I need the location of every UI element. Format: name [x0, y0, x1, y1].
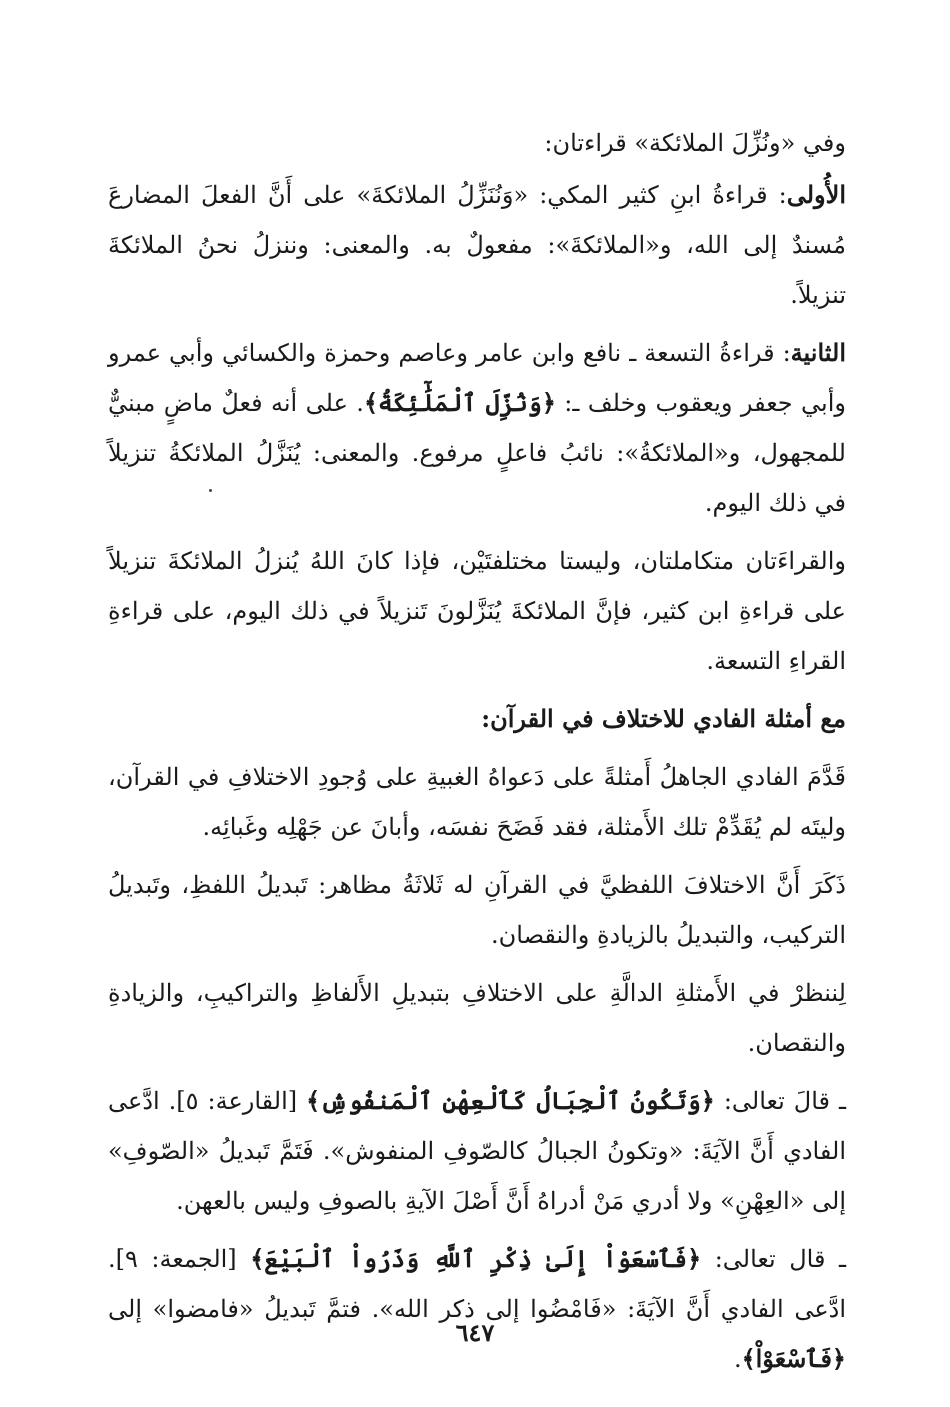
- example-two-quran: ﴿فَٱسْعَوْاْ إِلَىٰ ذِكْرِ ٱللَّهِ وَذَرُواْ ٱلْبَيْعَ﴾: [250, 1244, 702, 1273]
- first-reading-text: : قراءةُ ابنِ كثير المكي: «وَنُنَزِّلُ الملائكةَ» على أَنَّ الفعلَ المضارعَ مُسندٌ إلى الله، و«الملائكةَ»: مفعولٌ به. والمعنى: وننزلُ نحنُ الملائكةَ تنزيلاً.: [108, 181, 846, 309]
- example-two-paragraph: [108, 1234, 846, 1384]
- example-one-paragraph: [108, 1076, 846, 1226]
- page-number: ٦٤٧: [455, 1318, 495, 1347]
- example-one-text-a: ـ قالَ تعالى:: [714, 1087, 846, 1115]
- example-two-text-c: .: [733, 1345, 742, 1373]
- intro-paragraph: وفي «ونُزِّلَ الملائكة» قراءتان:: [544, 129, 846, 157]
- second-reading-paragraph: [108, 328, 846, 528]
- second-reading-text-a: : قراءةُ التسعة ـ نافع وابن عامر وعاصم وحمزة والكسائي وأبي عمرو وأبي جعفر ويعقوب وخلف ـ:: [108, 339, 846, 417]
- ink-speck: [209, 489, 212, 492]
- second-reading-quran: ﴿وَنُزِّلَ ٱلْمَلَٰٓئِكَةُ﴾: [363, 388, 556, 417]
- example-two-quran-short: ﴿فَٱسْعَوْاْ﴾: [741, 1344, 846, 1373]
- section-heading: مع أمثلة الفادي للاختلاف في القرآن:: [481, 704, 846, 733]
- first-reading-lead: الأُولى: [786, 180, 846, 209]
- three-aspects-paragraph: ذَكَرَ أَنَّ الاختلافَ اللفظيَّ في القرآنِ له ثَلاثَةُ مظاهر: تَبديلُ اللفظِ، وتَبديلُ التركيب، والتبديلُ بالزيادةِ والنقصان.: [108, 871, 846, 949]
- example-one-text-b: [القارعة: ٥]. ادَّعى الفادي أَنَّ الآيَةَ: «وتكونُ الجبالُ كالصّوفِ المنفوش». فَتَمَّ تَبديلُ «الصّوفِ» إلى «العِهْنِ» ولا أدري مَنْ أدراهُ أَنَّ أَصْلَ الآيةِ بالصوفِ وليس بالعهن.: [108, 1087, 846, 1215]
- second-reading-lead: الثانية: [790, 338, 846, 367]
- look-paragraph: لِننظرْ في الأَمثلةِ الدالَّةِ على الاختلافِ بتبديلِ الأَلفاظِ والتراكيبِ، والزيادةِ والنقصان.: [108, 979, 846, 1057]
- page-body: [108, 118, 846, 1392]
- examples-intro-paragraph: قَدَّمَ الفادي الجاهلُ أَمثلةً على دَعواهُ الغبيةِ على وُجودِ الاختلافِ في القرآن، وليتَه لم يُقَدِّمْ تلك الأَمثلة، فقد فَضَحَ نفسَه، وأبانَ عن جَهْلِه وغَبائِه.: [108, 763, 846, 841]
- example-one-quran: ﴿وَتَكُونُ ٱلْجِبَالُ كَٱلْعِهْنِ ٱلْمَنفُوشِ﴾: [306, 1086, 715, 1115]
- first-reading-paragraph: [108, 170, 846, 320]
- second-reading-text-b: . على أنه فعلٌ ماضٍ مبنيٌّ للمجهول، و«الملائكةُ»: نائبُ فاعلٍ مرفوع. والمعنى: يُنَزَّلُ الملائكةُ تنزيلاً في ذلك اليوم.: [108, 389, 846, 517]
- complement-paragraph: والقراءَتان متكاملتان، وليستا مختلفتَيْن، فإذا كانَ اللهُ يُنزلُ الملائكةَ تنزيلاً على قراءةِ ابن كثير، فإنَّ الملائكةَ يُنَزَّلونَ تَنزيلاً في ذلك اليوم، على قراءةِ القراءِ التسعة.: [108, 547, 846, 675]
- example-two-text-a: ـ قال تعالى:: [701, 1245, 847, 1273]
- example-two-text-b: [الجمعة: ٩]. ادَّعى الفادي أَنَّ الآيَةَ: «فَامْضُوا إلى ذكر الله». فتمَّ تَبديلُ «فامضوا» إلى: [108, 1245, 846, 1323]
